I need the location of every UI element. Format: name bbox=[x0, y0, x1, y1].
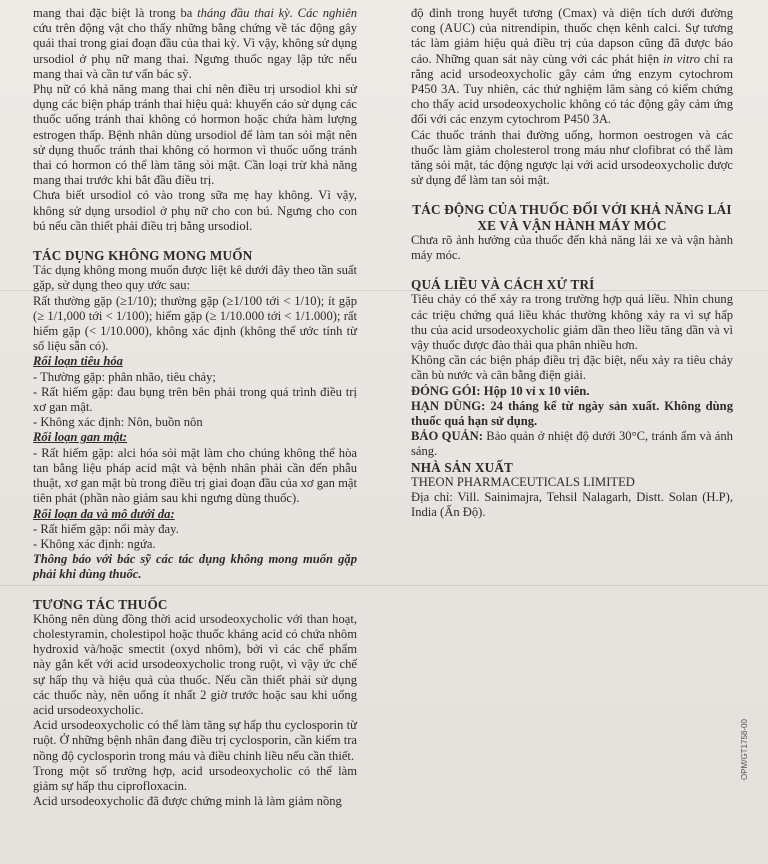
interaction-text: Không nên dùng đồng thời acid ursodeoxycholic với than hoạt, cholestyramin, cholestipol hoặc thuốc kháng acid có chứa nhôm hydroxid và/hoặc smectit (oxyd nhôm), bởi vì các chế phẩm này gắn kết với acid ursodeoxycholic trong ruột, vì vậy ức chế sự hấp thụ và hiệu quả của thuốc. Nếu cần thiết phải sử dụng các thuốc này, nên uống ít nhất 2 giờ trước hoặc sau khi uống acid ursodeoxycholic. bbox=[33, 611, 357, 717]
breastfeeding-text: Chưa biết ursodiol có vào trong sữa mẹ hay không. Vì vậy, không sử dụng ursodiol ở phụ nữ cho con bú. Ngưng cho con bú nếu cần thiết phải điều trị bằng ursodiol. bbox=[33, 188, 357, 233]
report-notice: Thông báo với bác sỹ các tác dụng không mong muốn gặp phải khi dùng thuốc. bbox=[33, 552, 357, 582]
contraceptive-interaction: Các thuốc tránh thai đường uống, hormon oestrogen và các thuốc làm giảm cholesterol trong máu như clofibrat có thể làm tăng sỏi mật, tác động ngược lại với acid ursodeoxycholic được sử dụng để làm tan sỏi mật. bbox=[411, 127, 733, 188]
interaction-continued: độ đỉnh trong huyết tương (Cmax) và diện tích dưới đường cong (AUC) của nitrendipin, thuốc chẹn kênh calci. Sự tương tác làm giảm hiệu quả điều trị của dapson cũng đã được báo cáo. Những quan sát này cùng với các phát hiện in vitro chỉ ra rằng acid ursodeoxycholic gây cảm ứng enzym cytochrom P450 3A. Tuy nhiên, các thử nghiệm lâm sàng có kiểm chứng cho thấy acid ursodeoxycholic không có tác động gây cảm ứng đối với các enzym cytochrom P450 3A. bbox=[411, 6, 734, 127]
left-column bbox=[33, 6, 357, 809]
adverse-effects-heading: TÁC DỤNG KHÔNG MONG MUỐN bbox=[33, 248, 253, 264]
interaction-text: Trong một số trường hợp, acid ursodeoxycholic có thể làm giảm sự hấp thu ciprofloxacin. bbox=[33, 763, 357, 793]
overdose-text: Không cần các biện pháp điều trị đặc biệt, nếu xảy ra tiêu chảy cần bù nước và cân bằng điện giải. bbox=[411, 353, 733, 383]
liver-item: - Rất hiếm gặp: alci hóa sỏi mật làm cho chúng không thể hòa tan bằng liệu pháp acid mật và bệnh nhân phải cần đến phẫu thuật, xơ gan mật bù trong điều trị giai đoạn đầu của xơ gan mật tiên phát (phần nào giảm sau khi ngưng dùng thuốc). bbox=[33, 445, 357, 506]
right-column bbox=[411, 6, 733, 521]
storage-line: BẢO QUẢN: Bảo quản ở nhiệt độ dưới 30°C, tránh ẩm và ánh sáng. bbox=[411, 429, 733, 459]
skin-item: - Không xác định: ngứa. bbox=[33, 536, 156, 551]
gi-item: - Rất hiếm gặp: đau bụng trên bên phải trong quá trình điều trị xơ gan mật. bbox=[33, 384, 357, 415]
interaction-text: Acid ursodeoxycholic đã được chứng minh là làm giảm nồng bbox=[33, 794, 342, 809]
expiry-line: HẠN DÙNG: 24 tháng kể từ ngày sản xuất. Không dùng thuốc quá hạn sử dụng. bbox=[411, 398, 733, 429]
gi-item: - Thường gặp: phân nhão, tiêu chảy; bbox=[33, 369, 216, 384]
interactions-heading: TƯƠNG TÁC THUỐC bbox=[33, 596, 168, 612]
adverse-intro: Tác dụng không mong muốn được liệt kê dưới đây theo tần suất gặp, sử dụng theo quy ước sau: bbox=[33, 263, 357, 293]
adverse-frequency: Rất thường gặp (≥1/10); thường gặp (≥1/100 tới < 1/10); ít gặp (≥ 1/1,000 tới < 1/100); hiếm gặp (≥ 1/10.000 tới < 1/1.000); rất hiếm gặp (< 1/10.000), không xác định (không thể ước tính từ số liệu sẵn có). bbox=[33, 293, 357, 354]
gi-subheading: Rối loạn tiêu hóa bbox=[33, 354, 123, 369]
liver-subheading: Rối loạn gan mật: bbox=[33, 430, 128, 445]
packaging-line: ĐÓNG GÓI: Hộp 10 vỉ x 10 viên. bbox=[411, 383, 590, 398]
pregnancy-text: mang thai đặc biệt là trong ba tháng đầu thai kỳ. Các nghiên cứu trên động vật cho thấy những bằng chứng về tác động gây quái thai trong giai đoạn đầu của thai kỳ. Vì vậy, không sử dụng ursodiol ở phụ nữ mang thai. Ngưng thuốc ngay lập tức nếu mang thai và cần tư vấn bác sỹ. bbox=[33, 6, 357, 81]
interaction-text: Acid ursodeoxycholic có thể làm tăng sự hấp thu cyclosporin từ ruột. Ở những bệnh nhân đang điều trị cyclosporin, cần kiểm tra nồng độ cyclosporin trong máu và điều chỉnh liều nếu cần thiết. bbox=[33, 718, 357, 763]
manufacturer-name: THEON PHARMACEUTICALS LIMITED bbox=[411, 474, 635, 489]
skin-subheading: Rối loạn da và mô dưới da: bbox=[33, 506, 175, 521]
gi-item: - Không xác định: Nôn, buồn nôn bbox=[33, 415, 203, 430]
overdose-heading: QUÁ LIỀU VÀ CÁCH XỬ TRÍ bbox=[411, 277, 595, 293]
driving-heading: TÁC ĐỘNG CỦA THUỐC ĐỐI VỚI KHẢ NĂNG LÁI XE VÀ VẬN HÀNH MÁY MÓC bbox=[412, 202, 732, 233]
driving-text: Chưa rõ ảnh hưởng của thuốc đến khả năng lái xe và vận hành máy móc. bbox=[411, 232, 733, 263]
document-code: OPM/GT1758-00 bbox=[740, 719, 749, 780]
skin-item: - Rất hiếm gặp: nổi mày đay. bbox=[33, 521, 179, 536]
manufacturer-heading: NHÀ SẢN XUẤT bbox=[411, 459, 514, 475]
manufacturer-address: Địa chỉ: Vill. Sainimajra, Tehsil Nalagarh, Distt. Solan (H.P), India (Ấn Độ). bbox=[411, 490, 733, 520]
contraception-text: Phụ nữ có khả năng mang thai chỉ nên điều trị ursodiol khi sử dụng các biện pháp tránh thai hiệu quả: khuyến cáo sử dụng các thuốc uống tránh thai không có hormon hoặc chứa hàm lượng estrogen thấp. Bệnh nhân dùng ursodiol để làm tan sỏi mật nên sử dụng thuốc tránh thai không có hormon vì thuốc uống tránh thai có hormon có thể làm tăng sỏi mật. Cần loại trừ khả năng mang thai trước khi bắt đầu điều trị. bbox=[33, 82, 357, 188]
overdose-text: Tiêu chảy có thể xảy ra trong trường hợp quá liều. Nhìn chung các triệu chứng quá liều khác thường không xảy ra vì sự hấp thu của acid ursodeoxycholic giảm dần theo liều tăng dần và vì vậy thuốc được đào thải qua phân nhiều hơn. bbox=[411, 292, 733, 353]
